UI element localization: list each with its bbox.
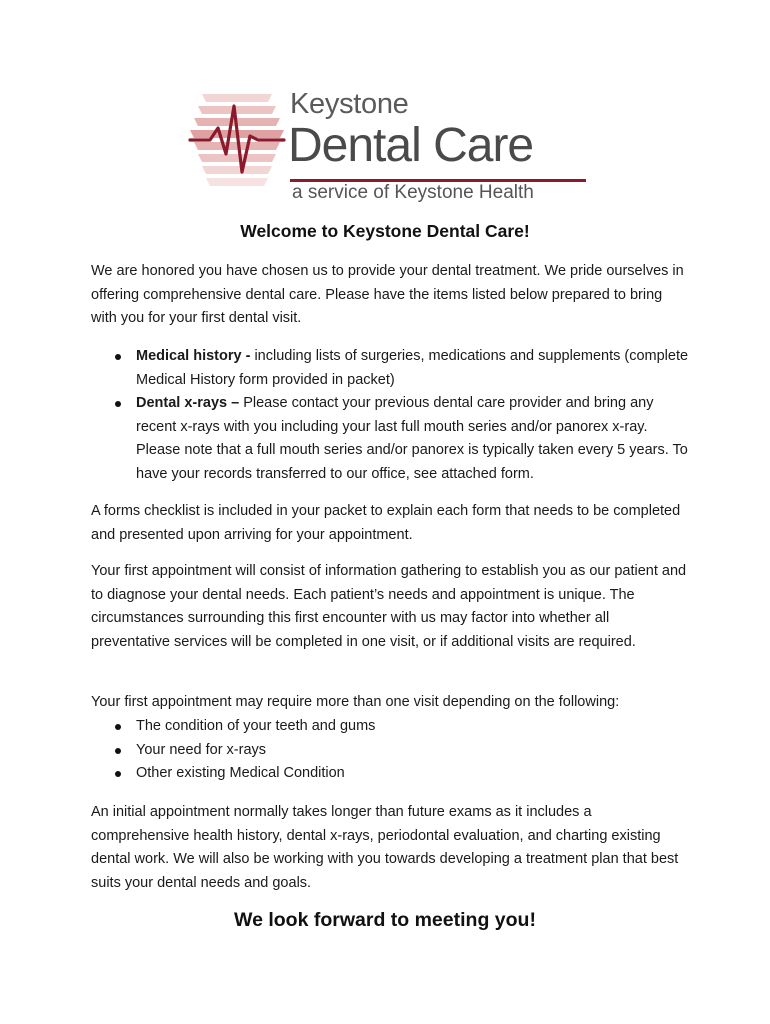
items-to-bring-list [91,345,691,486]
item-text: Please contact your previous dental care provider and bring any recent x-rays with you including your last full mouth series and/or panorex x-ray. Please note that a full mouth series and/or panorex is typically taken every 5 years. To have your records transferred to our office, see attached form. [136,395,688,482]
item-text: including lists of surgeries, medications and supplements (complete Medical History form provided in packet) [136,348,689,388]
bullet-icon [115,748,121,754]
bullet-icon [115,354,121,360]
logo-dental-care-text: Dental Care [288,119,534,172]
factors-list [91,715,691,786]
closing-line: We look forward to meeting you! [234,909,536,931]
item-label: Medical history - [136,348,251,364]
visits-intro-paragraph: Your first appointment may require more than one visit depending on the following: [91,694,620,710]
intro-paragraph: We are honored you have chosen us to provide your dental treatment. We pride ourselves in offering comprehensive dental care. Please have the items listed below prepared to bring with you for your first dental visit. [91,263,684,326]
heartbeat-keystone-icon [180,88,290,198]
first-appointment-paragraph: Your first appointment will consist of information gathering to establish you as our patient and to diagnose your dental needs. Each patient’s needs and appointment is unique. The circumstances surrounding this first encounter with us may factor into whether all preventative services will be completed in one visit, or if additional visits are required. [91,563,687,650]
factor-text: Your need for x-rays [136,741,267,758]
keystone-logo [180,88,590,208]
factor-text: Other existing Medical Condition [136,765,345,781]
checklist-paragraph: A forms checklist is included in your packet to explain each form that needs to be completed and presented upon arriving for your appointment. [91,503,681,543]
factor-text: The condition of your teeth and gums [136,718,376,734]
list-item [91,739,691,763]
page-title: Welcome to Keystone Dental Care! [240,221,530,241]
logo-keystone-text: Keystone [290,88,409,120]
initial-appointment-paragraph: An initial appointment normally takes longer than future exams as it includes a comprehensive health history, dental x-rays, periodontal evaluation, and charting existing dental work. We will also be working with you towards developing a treatment plan that best suits your dental needs and goals. [91,804,679,891]
bullet-icon [115,401,121,407]
bullet-icon [115,771,121,777]
list-item [91,715,691,739]
bullet-icon [115,724,121,730]
list-item [91,392,691,486]
list-item [91,762,691,786]
item-label: Dental x-rays – [136,395,240,411]
list-item [91,345,691,392]
logo-tagline: a service of Keystone Health [292,182,534,203]
